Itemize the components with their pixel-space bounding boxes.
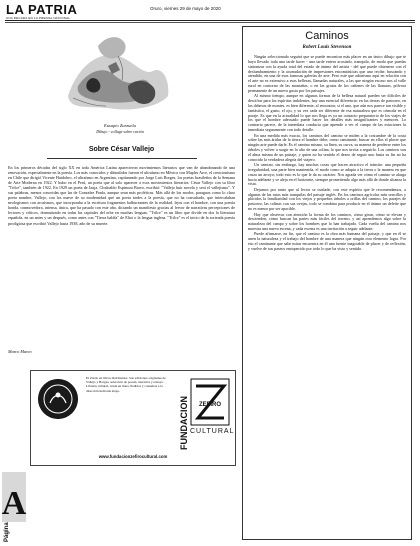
- right-article-paragraph: Hay que observar con atención la forma de los caminos, cómo giran, cómo se elevan y descienden, cómo buscan las partes más fáciles del terreno, y así aprendemos algo sobre la naturaleza del campo y sobre los hombres que lo han trabajado. Cada vuelta del camino nos muestra una nueva escena, y cada escena es una invitación a seguir adelante.: [248, 211, 406, 232]
- ad-description: El Zurdo en libros distribuidor. Sus ediciones originales de Vallejo y Borges, selección de poesía, narrativa y ensayo. Librería cultural, venta en línea. Pedidos y consultas a la dirección indicada abajo.: [86, 376, 166, 393]
- ad-website-link[interactable]: www.fundacionzefirocultural.com: [98, 454, 168, 459]
- left-article: [8, 143, 235, 365]
- right-article-paragraph: Puede afirmarse, en fin, que el camino es la obra más humana del paisaje, y que en él se unen la naturaleza y el trabajo del hombre de una manera que ningún otro elemento logra. Por eso el caminante que sabe mirar encuentra en él una fuente inagotable de placer y de reflexión, y vuelve de sus paseos enriquecido por todo lo que ha visto y sentido.: [248, 231, 406, 251]
- right-article-body: [248, 55, 406, 537]
- left-article-author: Marco Marco: [8, 349, 32, 354]
- masthead-rule-thin: [5, 22, 415, 23]
- fundacion-text: FUNDACION: [179, 396, 189, 450]
- right-article-paragraph: En una medida más exacta, los caminos del camino se miden a la costumbre de la costa sobre las más áridas de la tierra el hombre debe, como caminante, buscar en ellos el placer que ningún arte puede darle. Es el camino mismo, su línea, su curva, su manera de perderse entre los árboles y volver a surgir en lo alto de una colina, lo que nos invita a seguirlo. Los caminos son el alma misma de un paisaje, y quien no ha sentido el deseo de seguir uno hasta su fin no ha conocido la verdadera alegría del viajero.: [248, 132, 406, 162]
- masthead-rule: [5, 20, 415, 21]
- right-article-paragraph: Un camino, sin embargo, hay muchas cosas que hacen atractivo el tránsito: una pequeña irregularidad, una parte bien mantenida, el modo como se adapta a la tierra o la manera en que cruza un arroyo; todo esto es lo que le da su carácter. Nos agrada ver cómo el camino se alarga hacia adelante y se aleja en el horizonte, siempre prometiendo algo más allá de donde alcanza la vista.: [248, 162, 406, 187]
- page-marker-label: Página: [4, 522, 10, 542]
- artwork-caption-title: Eusapio Zurzuela: [104, 123, 136, 128]
- fundacion-vertical-label: [176, 374, 190, 452]
- zefiro-text: ZEFIRO: [199, 402, 221, 408]
- right-article-paragraph: Dejamos por tanto que al lector se traslade, con este espíritu que le recomendamos, a algunas de las rutas más tranquilas del paisaje inglés. En los caminos agrícolas más sencillos y plácidos la familiaridad con los viejos y pequeños árboles a orillas del camino, los parajes de pastoreo, las colinas con sus ovejas, todo se combina para producir en el ánimo un deleite que no es menor por ser apacible.: [248, 186, 406, 212]
- masthead-logo: LA PATRIA: [6, 2, 78, 17]
- cultural-label: CULTURAL: [190, 428, 235, 435]
- right-article-title: Caminos: [305, 30, 349, 42]
- ad-emblem-icon: [38, 379, 78, 419]
- left-article-title: Sobre César Vallejo: [88, 146, 155, 153]
- masthead-date: Oruro, viernes 29 de mayo de 2020: [150, 6, 221, 11]
- page-section-marker: [0, 470, 30, 546]
- left-article-title-rule: [47, 158, 197, 159]
- right-article-paragraph: Al mismo tiempo, aunque en algunas formas de la belleza natural pueden ser difíciles de descifrar para los espíritus indolentes, hay una esencial diferencia: en las tierras de pastoreo, en las dehesas de montes, es bien diferente, al encontrar, si el uno, que aún nos parece tan visible y fantástica, el gusto, el ojo, y su vez cada ser diferente de esa naturaleza que es cómoda en el paraje. Es que en la actualidad lo que nos llega es ya un contacto preparatorio de los viajes de los que el hombre adecuado puede hacer los detalles más insignificantes y menores. Lo contrario parece, de la inmediata conducta que aprende a ver el campo de las estaciones la inmediata seguramente con todo detalle.: [248, 93, 406, 133]
- right-article-paragraph: Ningún seleccionado seguirá que se puede encontrar más placer en un único dibujo que te haya llevado toda una tarde hacer - una tarde entera acostado, tranquilo, de modo que puedas sintonizar con la ayuda total del estado de ánimo del artista - del que puede obtenerse con el deslumbramiento y la acumulación de impresiones encomiásticas que uno recibe, buscando y atendido, en una de esas famosas galerías de arte. Pero este que adonismo aquí en relación con el arte no es extensivo a esas bellezas, llamadas naturales, a las que ningún escaso nos al valle rural en contorno de las montañas, o en las grutas de los cañones de las llanuras, pólvora permanente de un nuevo gusto por los paisajes.: [248, 55, 406, 93]
- artwork-caption-subtitle: Dibujo - collage sobre cartón: [96, 129, 144, 134]
- masthead-tagline: UNA DECADA EN LA PRENSA NACIONAL: [6, 16, 71, 20]
- page-marker-letter: A: [1, 485, 27, 522]
- zefiro-logo-icon: [190, 378, 230, 426]
- left-article-body: En los primeros décadas del siglo XX en toda América Latina aparecieron movimientos literarios que van de abandonando de una renovación, especialmente en la poesía. Los más conocidos y difundidos fueron el ultraísmo en México con Maples Arce, el creacionismo en Chile que dirigió Vicente Huidobro, el ultraísmo en Argentina, capitaneado por Jorge Luis Borges, los poetas brasileños de la Semana de Arte Moderna en 1922. Y hubo en el Perú, un poeta que al solo aparecer a esos movimientos literarios: César Vallejo con su libro "Trilce", también de 1922. En 1929 un poeta de Jauja, Clodoaldo Espinoza Bravo, escribió: "Vallejo huir novela y será el vallejismo". Y sus palabras, menos conocidas que las de Gonzalez Prada, aunque sean más proféticas. Más allá de los modos, paraguas como lo claro poeta nombre, Vallejo, con los nueve de su modernidad qué un poeta tardes a la poesía, que no ha consultado, que intercalaban neologismos con arcaísmos, que incorporaba a la escritura fragmentos balbuceantes de la realidad, lejos con el hombre, con una poesía honda, conmovedora, intensa, única, que ha pasado con este año, dictando un manifiesto gracias al fervor de narrativas percepciones de lectores y críticos, dramatizado en todas las capitales del orbe en muchas lenguas. "Trilce" es un libro que divide en dos la literatura española, en un antes y un después, como antes con "Tierra baldía" de Eliot o la lengua inglesa. "Trilce" es el inicio de la sorteada poesía prodigiosa que escribió Vallejo hasta 1938, año de su muerte.: [8, 164, 235, 226]
- artwork-collage-image: [58, 26, 182, 120]
- right-article-author: Robert Louis Stevenson: [302, 45, 352, 50]
